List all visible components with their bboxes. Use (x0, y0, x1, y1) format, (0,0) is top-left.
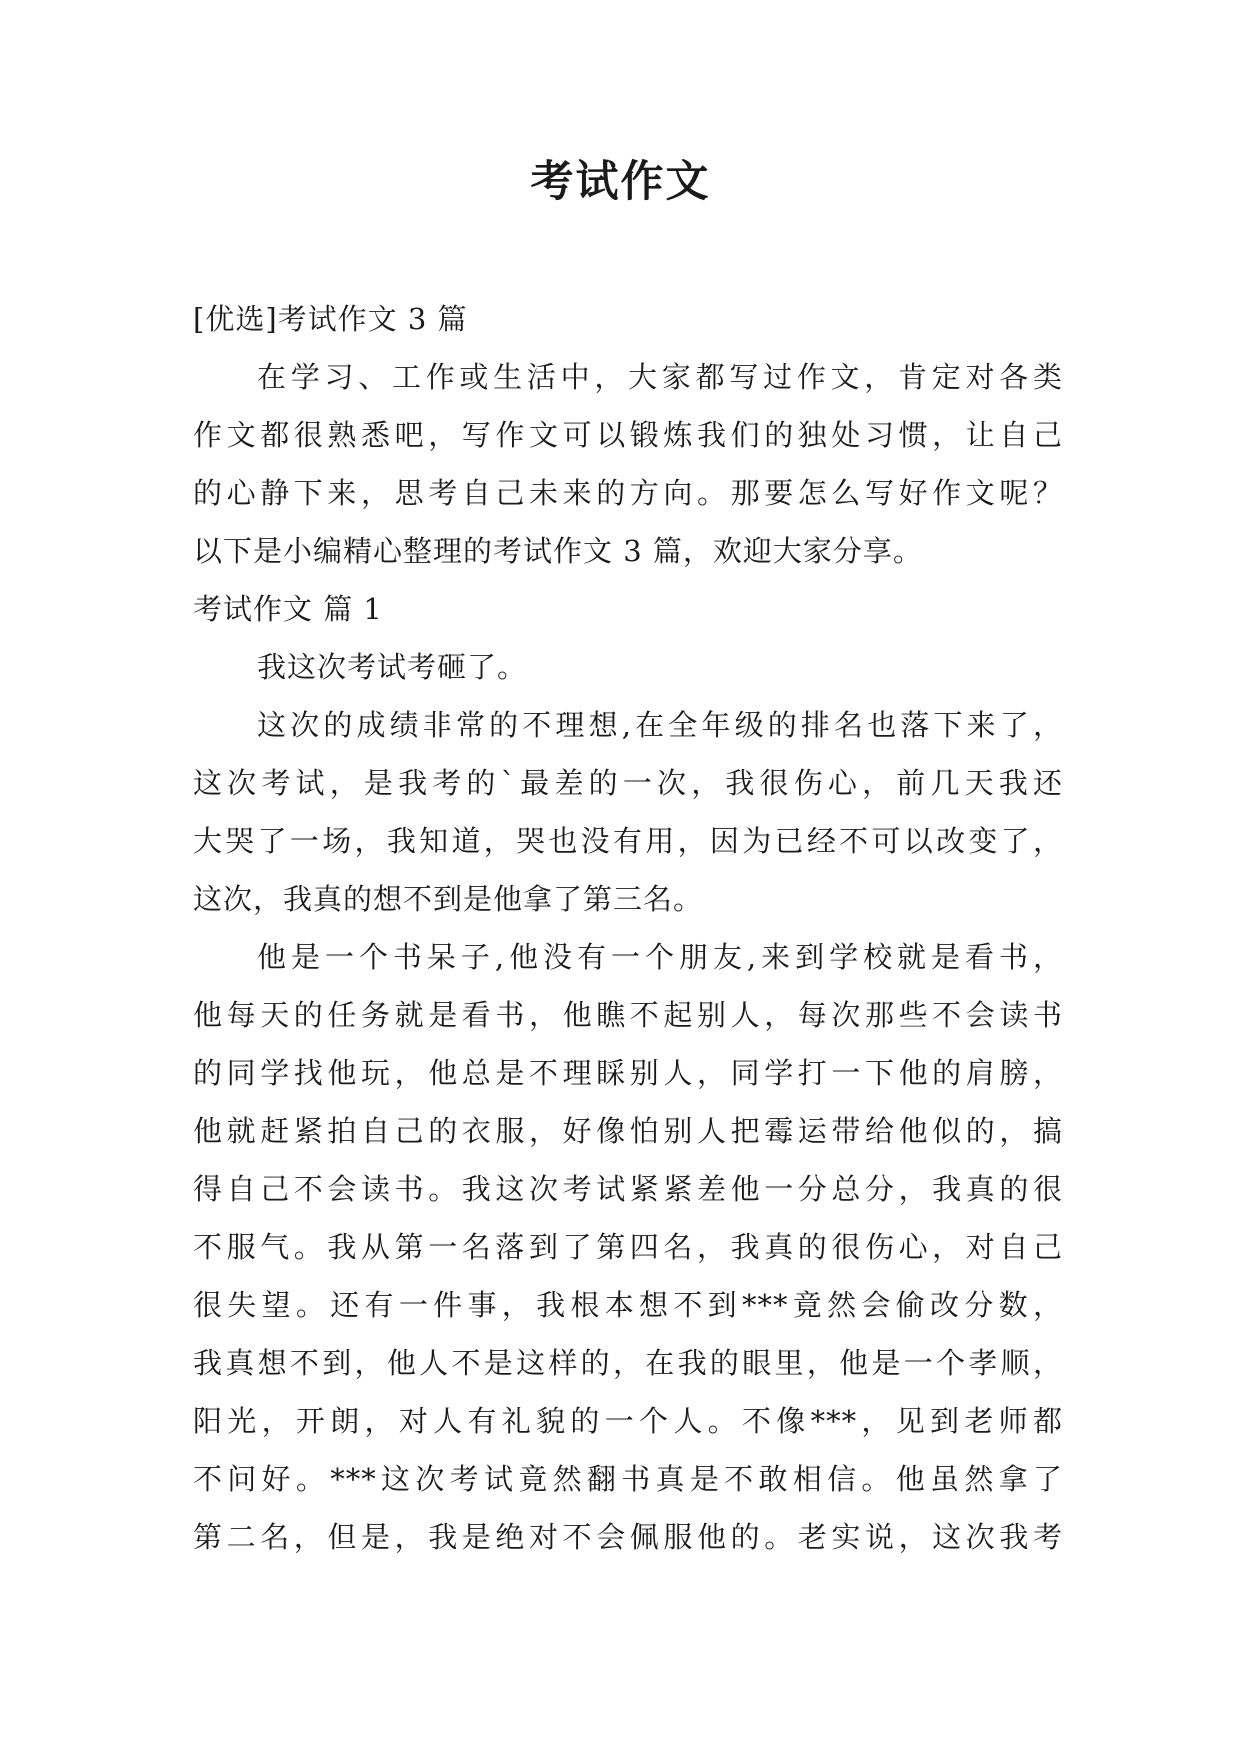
text-line: 大哭了一场，我知道，哭也没有用，因为已经不可以改变了， (193, 824, 1063, 858)
text-line: 这次，我真的想不到是他拿了第三名。 (193, 882, 704, 916)
text-line: 第二名，但是，我是绝对不会佩服他的。老实说，这次我考 (193, 1520, 1063, 1554)
text-line: 的心静下来，思考自己未来的方向。那要怎么写好作文呢？ (193, 476, 1063, 510)
text-line: 得自己不会读书。我这次考试紧紧差他一分总分，我真的很 (193, 1172, 1063, 1206)
text-line: 阳光，开朗，对人有礼貌的一个人。不像***，见到老师都 (193, 1404, 1063, 1438)
text-line: 他是一个书呆子,他没有一个朋友,来到学校就是看书， (257, 940, 1063, 974)
section-heading: 考试作文 篇 1 (193, 592, 383, 626)
text-line: 这次考试，是我考的`最差的一次，我很伤心，前几天我还 (193, 766, 1063, 800)
text-line: 这次的成绩非常的不理想,在全年级的排名也落下来了， (257, 708, 1063, 742)
subtitle-line: [优选]考试作文 3 篇 (193, 302, 468, 336)
text-line: 我真想不到，他人不是这样的，在我的眼里，他是一个孝顺， (193, 1346, 1063, 1380)
text-line: 不服气。我从第一名落到了第四名，我真的很伤心，对自己 (193, 1230, 1063, 1264)
text-line: 作文都很熟悉吧，写作文可以锻炼我们的独处习惯，让自己 (193, 418, 1063, 452)
text-line: 不问好。***这次考试竟然翻书真是不敢相信。他虽然拿了 (193, 1462, 1063, 1496)
text-line: 的同学找他玩，他总是不理睬别人，同学打一下他的肩膀， (193, 1056, 1063, 1090)
text-line: 我这次考试考砸了。 (257, 650, 528, 684)
document-title: 考试作文 (530, 157, 711, 207)
text-line: 他每天的任务就是看书，他瞧不起别人，每次那些不会读书 (193, 998, 1063, 1032)
text-line: 在学习、工作或生活中，大家都写过作文，肯定对各类 (257, 360, 1063, 394)
text-line: 他就赶紧拍自己的衣服，好像怕别人把霉运带给他似的，搞 (193, 1114, 1063, 1148)
text-line: 以下是小编精心整理的考试作文 3 篇，欢迎大家分享。 (193, 534, 923, 568)
text-line: 很失望。还有一件事，我根本想不到***竟然会偷改分数， (193, 1288, 1063, 1322)
document-body (193, 290, 1063, 1566)
